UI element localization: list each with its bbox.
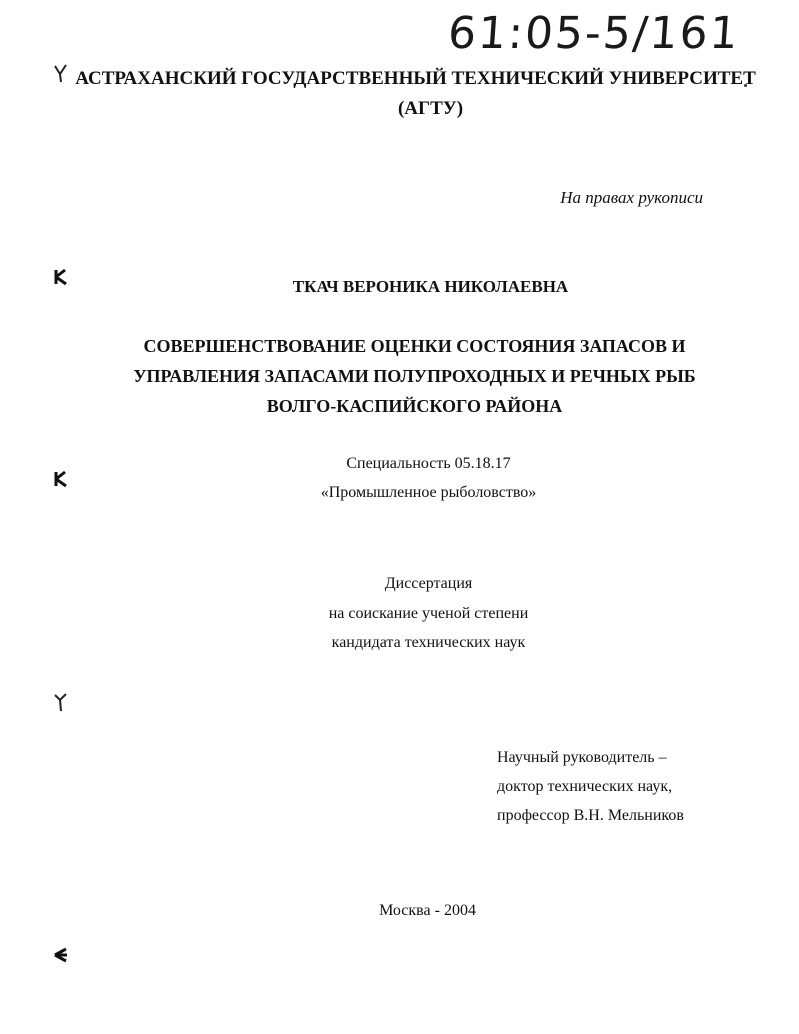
binding-mark-icon bbox=[52, 690, 70, 714]
binding-mark-icon bbox=[52, 266, 70, 288]
binding-mark-icon bbox=[52, 468, 70, 490]
supervisor-role: Научный руководитель – bbox=[497, 749, 667, 766]
dissertation-purpose: на соискание ученой степени bbox=[328, 605, 529, 622]
binding-mark-icon bbox=[52, 62, 70, 84]
specialty-name: «Промышленное рыболовство» bbox=[320, 484, 537, 501]
place-year: Москва - 2004 bbox=[379, 902, 476, 919]
binding-mark-icon bbox=[52, 944, 70, 966]
author-name: ТКАЧ ВЕРОНИКА НИКОЛАЕВНА bbox=[292, 277, 569, 296]
dissertation-type: Диссертация bbox=[384, 575, 473, 592]
university-abbreviation: (АГТУ) bbox=[397, 98, 464, 119]
specialty-code: Специальность 05.18.17 bbox=[346, 455, 511, 472]
manuscript-note: На правах рукописи bbox=[560, 188, 703, 207]
dissertation-degree: кандидата технических наук bbox=[331, 634, 526, 651]
university-name: АСТРАХАНСКИЙ ГОСУДАРСТВЕННЫЙ ТЕХНИЧЕСКИЙ УНИВЕРСИТЕТ bbox=[75, 68, 756, 89]
thesis-title-line-3: ВОЛГО-КАСПИЙСКОГО РАЙОНА bbox=[266, 396, 563, 416]
thesis-title-line-1: СОВЕРШЕНСТВОВАНИЕ ОЦЕНКИ СОСТОЯНИЯ ЗАПАСОВ И bbox=[143, 336, 686, 356]
archive-stamp: 61:05-5/161 bbox=[446, 8, 742, 59]
supervisor-name: профессор В.Н. Мельников bbox=[497, 807, 684, 824]
supervisor-degree: доктор технических наук, bbox=[497, 778, 673, 795]
thesis-title-line-2: УПРАВЛЕНИЯ ЗАПАСАМИ ПОЛУПРОХОДНЫХ И РЕЧНЫХ РЫБ bbox=[133, 366, 696, 386]
